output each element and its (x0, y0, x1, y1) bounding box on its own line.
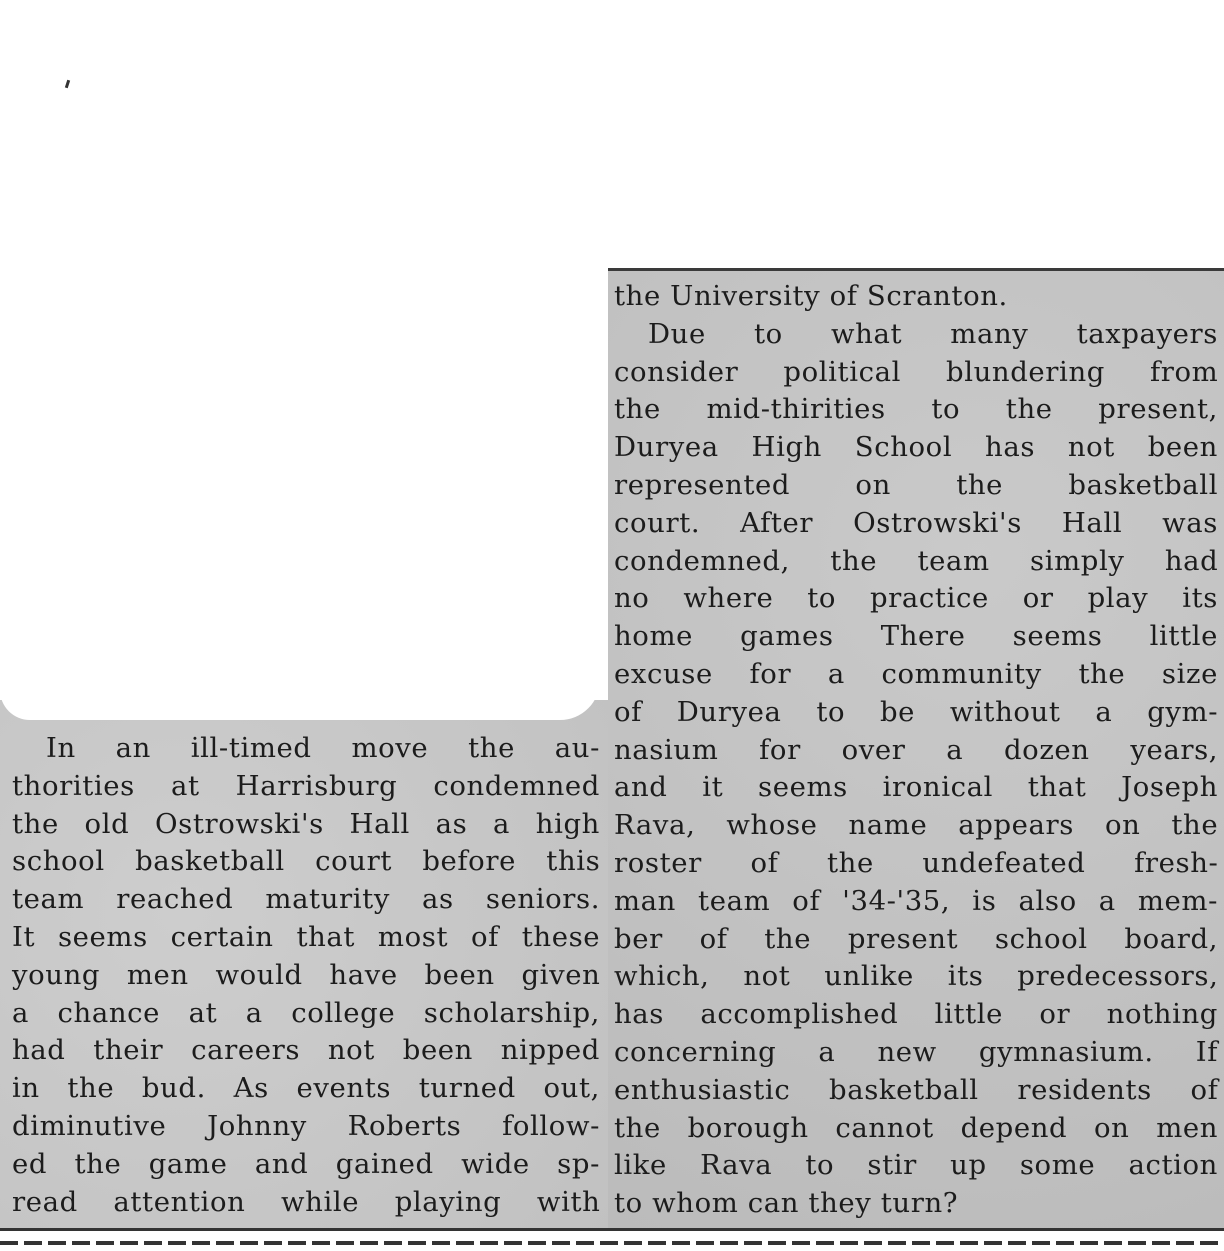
text-line: ber of the present school board, (614, 922, 1219, 955)
text-line: the University of Scranton. (614, 280, 1008, 312)
text-line: excuse for a community the size (614, 657, 1218, 690)
text-line: condemned, the team simply had (614, 544, 1219, 577)
column-rule (608, 268, 1224, 271)
text-line: no where to practice or play its (614, 582, 1218, 615)
text-line: young men would have been given (12, 958, 601, 991)
text-line: Due to what many taxpayers (648, 317, 1218, 350)
text-line: of Duryea to be without a gym- (614, 695, 1219, 728)
text-line: the borough cannot depend on men (614, 1111, 1219, 1144)
text-line: home games There seems little (614, 620, 1218, 653)
text-line: Rava, whose name appears on the (614, 809, 1219, 842)
text-line: school basketball court before this (12, 845, 601, 878)
left-article-column (12, 730, 600, 1221)
text-line: Duryea High School has not been (614, 431, 1218, 464)
text-line: in the bud. As events turned out, (12, 1072, 600, 1105)
text-line: consider political blundering from (614, 355, 1219, 388)
text-line: ed the game and gained wide sp- (12, 1147, 600, 1180)
text-line: represented on the basketball (614, 468, 1219, 501)
text-line: like Rava to stir up some action (614, 1149, 1218, 1182)
text-line: court. After Ostrowski's Hall was (614, 506, 1218, 539)
text-line: has accomplished little or nothing (614, 998, 1218, 1031)
text-line: team reached maturity as seniors. (12, 883, 601, 916)
text-line: roster of the undefeated fresh- (614, 846, 1219, 879)
text-line: read attention while playing with (12, 1185, 601, 1218)
text-line: the mid-thirities to the present, (614, 393, 1218, 426)
right-article-column (614, 278, 1218, 1223)
text-line: nasium for over a dozen years, (614, 733, 1219, 766)
text-line: the old Ostrowski's Hall as a high (12, 807, 600, 840)
text-line: thorities at Harrisburg condemned (12, 769, 600, 802)
text-line: In an ill-timed move the au- (46, 732, 600, 764)
text-line: man team of '34-'35, is also a mem- (614, 884, 1218, 917)
torn-edge (0, 640, 600, 720)
text-line: and it seems ironical that Joseph (614, 771, 1219, 804)
text-line: concerning a new gymnasium. If (614, 1035, 1218, 1068)
text-line: It seems certain that most of these (12, 920, 601, 953)
text-line: had their careers not been nipped (12, 1034, 600, 1067)
text-line: diminutive Johnny Roberts follow- (12, 1109, 600, 1142)
text-line: to whom can they turn? (614, 1187, 959, 1220)
text-line: which, not unlike its predecessors, (614, 960, 1219, 993)
text-line: enthusiastic basketball residents of (614, 1073, 1219, 1106)
ink-speck (65, 80, 70, 89)
text-line: a chance at a college scholarship, (12, 996, 601, 1029)
